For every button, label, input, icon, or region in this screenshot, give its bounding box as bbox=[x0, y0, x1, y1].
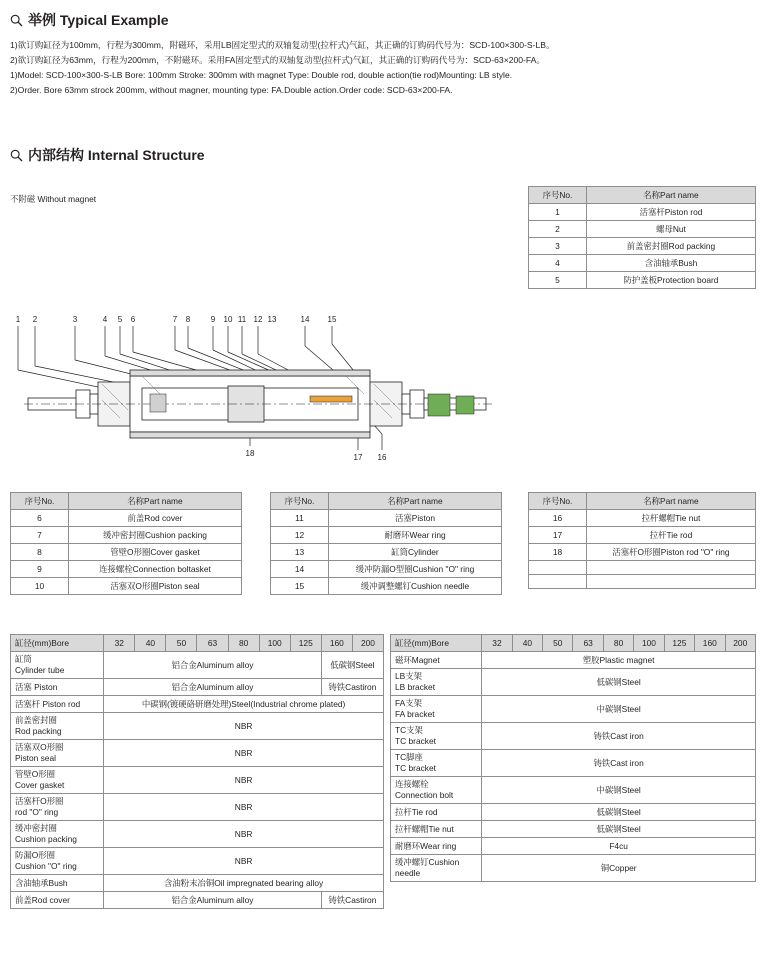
callout-10: 10 bbox=[223, 315, 233, 324]
bore-size: 125 bbox=[290, 635, 321, 652]
callout-9: 9 bbox=[210, 315, 216, 324]
callout-8: 8 bbox=[185, 315, 191, 324]
material-row-label: 活塞杆O形圈 rod "O" ring bbox=[11, 794, 104, 821]
material-value: NBR bbox=[104, 767, 384, 794]
part-no: 10 bbox=[11, 578, 69, 595]
example-line-3: 1)Model: SCD-100×300-S-LB Bore: 100mm Stroke: 300mm with magnet Type: Double rod, double action(tie rod)Mounting: LB style. bbox=[10, 70, 513, 80]
material-row-label: 磁环Magnet bbox=[391, 652, 482, 669]
material-value: 铸铁Cast iron bbox=[482, 723, 756, 750]
parts-table-b bbox=[270, 492, 502, 595]
callout-13: 13 bbox=[267, 315, 277, 324]
typical-example-body bbox=[10, 38, 755, 98]
material-value: 铸铁Castiron bbox=[321, 679, 383, 696]
bore-size: 32 bbox=[104, 635, 135, 652]
bore-size: 40 bbox=[135, 635, 166, 652]
materials-header-row bbox=[11, 635, 384, 652]
part-no bbox=[529, 561, 587, 575]
internal-structure-heading bbox=[10, 145, 510, 165]
material-row-label: 管壁O形圈 Cover gasket bbox=[11, 767, 104, 794]
part-no: 13 bbox=[271, 544, 329, 561]
table-row bbox=[391, 804, 756, 821]
bore-size: 80 bbox=[603, 635, 633, 652]
typical-example-heading bbox=[10, 10, 755, 30]
bore-size: 125 bbox=[664, 635, 694, 652]
part-name: 拉杆螺帽Tie nut bbox=[587, 510, 756, 527]
callout-6: 6 bbox=[130, 315, 136, 324]
part-name: 耐磨环Wear ring bbox=[329, 527, 502, 544]
table-row bbox=[11, 875, 384, 892]
callout-3: 3 bbox=[72, 315, 78, 324]
table-row bbox=[11, 652, 384, 679]
parts-header-no: 序号No. bbox=[271, 493, 329, 510]
part-name: 缸筒Cylinder bbox=[329, 544, 502, 561]
bore-size: 63 bbox=[573, 635, 603, 652]
table-row bbox=[11, 527, 242, 544]
part-name: 含油轴承Bush bbox=[587, 255, 756, 272]
part-name: 防护盖板Protection board bbox=[587, 272, 756, 289]
part-no bbox=[529, 575, 587, 589]
table-row bbox=[11, 767, 384, 794]
material-value: 低碳钢Steel bbox=[482, 821, 756, 838]
table-row bbox=[11, 510, 242, 527]
callout-4: 4 bbox=[102, 315, 108, 324]
table-row bbox=[391, 838, 756, 855]
material-row-label: 缸筒 Cylinder tube bbox=[11, 652, 104, 679]
part-name: 螺母Nut bbox=[587, 221, 756, 238]
callout-17: 17 bbox=[353, 453, 363, 462]
parts-table-c bbox=[528, 492, 756, 589]
part-name: 活塞杆O形圈Piston rod "O" ring bbox=[587, 544, 756, 561]
material-row-label: 缓冲密封圈 Cushion packing bbox=[11, 821, 104, 848]
table-row bbox=[529, 272, 756, 289]
material-row-label: 缓冲螺钉Cushion needle bbox=[391, 855, 482, 882]
parts-header-name: 名称Part name bbox=[587, 493, 756, 510]
internal-structure-section bbox=[10, 145, 510, 205]
material-value: 铜Copper bbox=[482, 855, 756, 882]
part-no: 16 bbox=[529, 510, 587, 527]
part-name: 缓冲防漏O型圈Cushion "O" ring bbox=[329, 561, 502, 578]
part-no: 9 bbox=[11, 561, 69, 578]
table-row bbox=[271, 561, 502, 578]
magnifier-icon bbox=[10, 14, 23, 27]
bore-size: 32 bbox=[482, 635, 512, 652]
parts-table-a bbox=[10, 492, 242, 595]
material-row-label: 活塞 Piston bbox=[11, 679, 104, 696]
part-name: 前盖Rod cover bbox=[69, 510, 242, 527]
materials-table-right bbox=[390, 634, 756, 882]
without-magnet-note: 不附磁 Without magnet bbox=[10, 194, 97, 204]
materials-table-left bbox=[10, 634, 384, 909]
typical-example-section bbox=[10, 10, 755, 98]
material-value: 低碳钢Steel bbox=[482, 804, 756, 821]
bore-size: 40 bbox=[512, 635, 542, 652]
table-row bbox=[529, 527, 756, 544]
table-row bbox=[391, 821, 756, 838]
callout-5: 5 bbox=[117, 315, 123, 324]
material-value: 低碳钢Steel bbox=[482, 669, 756, 696]
part-no: 5 bbox=[529, 272, 587, 289]
part-name: 拉杆Tie rod bbox=[587, 527, 756, 544]
parts-header-name: 名称Part name bbox=[69, 493, 242, 510]
material-value: 铝合金Aluminum alloy bbox=[104, 892, 322, 909]
bore-size: 63 bbox=[197, 635, 228, 652]
table-row bbox=[11, 794, 384, 821]
typical-example-title: 举例 Typical Example bbox=[28, 12, 169, 28]
part-no: 4 bbox=[529, 255, 587, 272]
material-row-label: 活塞杆 Piston rod bbox=[11, 696, 104, 713]
bore-size: 80 bbox=[228, 635, 259, 652]
material-row-label: 前盖Rod cover bbox=[11, 892, 104, 909]
callout-1: 1 bbox=[15, 315, 21, 324]
table-row bbox=[11, 561, 242, 578]
callout-15: 15 bbox=[327, 315, 337, 324]
part-name: 活塞双O形圈Piston seal bbox=[69, 578, 242, 595]
callout-16: 16 bbox=[377, 453, 387, 462]
part-no: 7 bbox=[11, 527, 69, 544]
bore-label: 缸径(mm)Bore bbox=[11, 635, 104, 652]
parts-header-name: 名称Part name bbox=[587, 187, 756, 204]
example-line-2: 2)欲订购缸径为63mm，行程为200mm，不附磁环。采用FA固定型式的双轴复动型(拉杆式)气缸，其正确的订购码代号为：SCD-63×200-FA。 bbox=[10, 55, 546, 65]
material-row-label: 前盖密封圈 Rod packing bbox=[11, 713, 104, 740]
part-no: 17 bbox=[529, 527, 587, 544]
bore-size: 100 bbox=[259, 635, 290, 652]
parts-header-no: 序号No. bbox=[529, 187, 587, 204]
parts-header-name: 名称Part name bbox=[329, 493, 502, 510]
part-no: 18 bbox=[529, 544, 587, 561]
material-value: 中碳钢Steel bbox=[482, 696, 756, 723]
part-no: 6 bbox=[11, 510, 69, 527]
table-row bbox=[529, 221, 756, 238]
part-name: 连接螺栓Connection boltasket bbox=[69, 561, 242, 578]
example-line-1: 1)欲订购缸径为100mm，行程为300mm，附磁环，采用LB固定型式的双轴复动型(拉杆式)气缸，其正确的订购码代号为：SCD-100×300-S-LB。 bbox=[10, 40, 555, 50]
table-row bbox=[391, 669, 756, 696]
materials-header-row bbox=[391, 635, 756, 652]
callout-7: 7 bbox=[172, 315, 178, 324]
bore-label: 缸径(mm)Bore bbox=[391, 635, 482, 652]
material-row-label: 防漏O形圈 Cushion "O" ring bbox=[11, 848, 104, 875]
table-row bbox=[11, 679, 384, 696]
material-value: NBR bbox=[104, 821, 384, 848]
bore-size: 160 bbox=[321, 635, 352, 652]
callout-18: 18 bbox=[245, 449, 255, 458]
parts-header-no: 序号No. bbox=[529, 493, 587, 510]
part-no: 15 bbox=[271, 578, 329, 595]
bore-size: 160 bbox=[695, 635, 725, 652]
part-no: 2 bbox=[529, 221, 587, 238]
callout-12: 12 bbox=[253, 315, 263, 324]
material-row-label: TC脚座 TC bracket bbox=[391, 750, 482, 777]
table-row bbox=[529, 255, 756, 272]
material-value: 含油粉末冶铜Oil impregnated bearing alloy bbox=[104, 875, 384, 892]
table-row bbox=[391, 777, 756, 804]
material-value: 铝合金Aluminum alloy bbox=[104, 679, 322, 696]
material-row-label: 耐磨环Wear ring bbox=[391, 838, 482, 855]
part-name: 活塞杆Piston rod bbox=[587, 204, 756, 221]
table-row bbox=[529, 204, 756, 221]
part-name: 管壁O形圈Cover gasket bbox=[69, 544, 242, 561]
bore-size: 50 bbox=[166, 635, 197, 652]
material-value: NBR bbox=[104, 713, 384, 740]
bore-size: 50 bbox=[543, 635, 573, 652]
table-row bbox=[271, 544, 502, 561]
table-row bbox=[391, 723, 756, 750]
material-value: 铸铁Castiron bbox=[321, 892, 383, 909]
table-row bbox=[11, 848, 384, 875]
table-row bbox=[529, 238, 756, 255]
table-row bbox=[11, 713, 384, 740]
part-name bbox=[587, 561, 756, 575]
material-value: NBR bbox=[104, 740, 384, 767]
material-value: 低碳钢Steel bbox=[321, 652, 383, 679]
material-row-label: FA支架 FA bracket bbox=[391, 696, 482, 723]
parts-header-no: 序号No. bbox=[11, 493, 69, 510]
callout-2: 2 bbox=[32, 315, 38, 324]
table-row bbox=[11, 544, 242, 561]
callout-11: 11 bbox=[237, 315, 247, 324]
part-name: 缓冲调整螺钉Cushion needle bbox=[329, 578, 502, 595]
part-no: 1 bbox=[529, 204, 587, 221]
table-row bbox=[391, 855, 756, 882]
material-value: 塑胶Plastic magnet bbox=[482, 652, 756, 669]
example-line-4: 2)Order. Bore 63mm strock 200mm, without magner, mounting type: FA.Double action.Order code: SCD-63×200-FA. bbox=[10, 85, 453, 95]
table-row bbox=[271, 527, 502, 544]
part-name bbox=[587, 575, 756, 589]
magnifier-icon bbox=[10, 149, 23, 162]
table-row bbox=[529, 561, 756, 575]
table-row bbox=[391, 696, 756, 723]
material-row-label: TC支架 TC bracket bbox=[391, 723, 482, 750]
bore-size: 100 bbox=[634, 635, 664, 652]
table-row bbox=[11, 696, 384, 713]
material-value: 铸铁Cast iron bbox=[482, 750, 756, 777]
parts-table-top bbox=[528, 186, 756, 289]
callout-14: 14 bbox=[300, 315, 310, 324]
table-row bbox=[391, 750, 756, 777]
part-name: 活塞Piston bbox=[329, 510, 502, 527]
material-row-label: 拉杆Tie rod bbox=[391, 804, 482, 821]
cylinder-cross-section-drawing bbox=[10, 310, 520, 480]
table-row bbox=[11, 740, 384, 767]
table-row bbox=[11, 892, 384, 909]
material-value: 铝合金Aluminum alloy bbox=[104, 652, 322, 679]
material-value: 中碳钢Steel bbox=[482, 777, 756, 804]
part-name: 缓冲密封圈Cushion packing bbox=[69, 527, 242, 544]
material-value: NBR bbox=[104, 794, 384, 821]
part-no: 12 bbox=[271, 527, 329, 544]
material-value: F4cu bbox=[482, 838, 756, 855]
bore-size: 200 bbox=[725, 635, 756, 652]
material-row-label: 连接螺栓 Connection bolt bbox=[391, 777, 482, 804]
material-value: NBR bbox=[104, 848, 384, 875]
part-no: 14 bbox=[271, 561, 329, 578]
part-no: 3 bbox=[529, 238, 587, 255]
material-row-label: 活塞双O形圈 Piston seal bbox=[11, 740, 104, 767]
table-row bbox=[11, 578, 242, 595]
table-row bbox=[529, 510, 756, 527]
table-row bbox=[271, 578, 502, 595]
part-no: 11 bbox=[271, 510, 329, 527]
material-row-label: 含油轴承Bush bbox=[11, 875, 104, 892]
table-row bbox=[11, 821, 384, 848]
part-no: 8 bbox=[11, 544, 69, 561]
table-row bbox=[391, 652, 756, 669]
part-name: 前盖密封圈Rod packing bbox=[587, 238, 756, 255]
material-row-label: 拉杆螺帽Tie nut bbox=[391, 821, 482, 838]
material-value: 中碳钢(镀硬硌研磨处理)Steel(Industrial chrome plated) bbox=[104, 696, 384, 713]
table-row bbox=[529, 544, 756, 561]
table-row bbox=[271, 510, 502, 527]
bore-size: 200 bbox=[352, 635, 383, 652]
material-row-label: LB支架 LB bracket bbox=[391, 669, 482, 696]
internal-structure-title: 内部结构 Internal Structure bbox=[28, 147, 205, 163]
table-row bbox=[529, 575, 756, 589]
